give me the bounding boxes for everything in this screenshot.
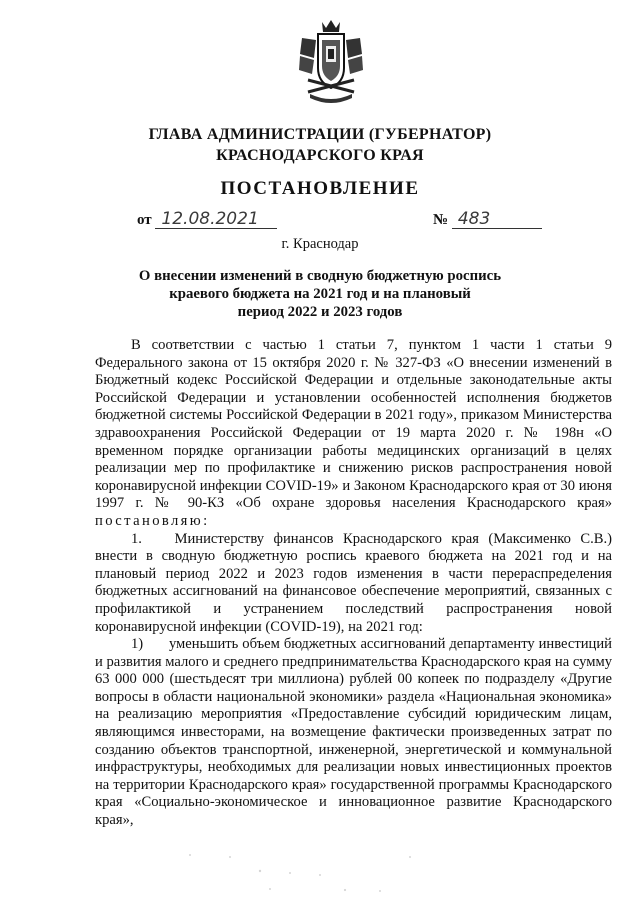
paragraph-subitem-1 [95,636,612,830]
date-handwritten: 12.08.2021 [155,210,277,229]
document-date [137,210,277,229]
title-line-2: краевого бюджета на 2021 год и на плановый [169,286,471,302]
paragraph-preamble [95,337,612,531]
city: г. Краснодар [281,236,359,252]
document-body [95,337,612,830]
document-type-heading: ПОСТАНОВЛЕНИЕ [220,178,420,199]
krasnodar-coat-of-arms-icon [296,18,366,106]
title-line-1: О внесении изменений в сводную бюджетную роспись [138,268,502,284]
preamble-text: В соответствии с частью 1 статьи 7, пунктом 1 части 1 статьи 9 Федерального закона от 15 октября 2020 г. № 327-ФЗ «О внесении изменений в Бюджетный кодекс Российской Федерации и отдельные законодательные акты Российской Федерации и установлении особенностей исполнения бюджетов бюджетной системы Российской Федерации в 2021 году», приказом Министерства здравоохранения Российской Федерации от 19 марта 2020 г. № 198н «О временном порядке организации работы медицинских организаций в целях реализации мер по профилактике и снижению рисков распространения новой коронавирусной инфекции COVID-19» и Законом Краснодарского края от 30 июня 1997 г. № 90-КЗ «Об охране здоровья населения Краснодарского края» [95,337,612,512]
paragraph-item-1 [95,531,612,637]
subitem-1-number: 1) [131,636,144,653]
number-handwritten: 483 [452,210,542,229]
subitem-1-text: уменьшить объем бюджетных ассигнований департаменту инвестиций и развития малого и среднего предпринимательства Краснодарского края на сумму 63 000 000 (шестьдесят три миллиона) рублей 00 копеек по подразделу «Другие вопросы в области национальной экономики» раздела «Национальная экономика» на реализацию мероприятия «Предоставление субсидий юридическим лицам, являющимся инвесторами, на возмещение фактически произведенных затрат по созданию объектов транспортной, инженерной, энергетической и коммунальной инфраструктуры, необходимых для реализации новых инвестиционных проектов на территории Краснодарского края» государственной программы Краснодарского края «Социально-экономическое и инновационное развитие Краснодарского края», [95,636,612,829]
item-1-text: Министерству финансов Краснодарского края (Максименко С.В.) внести в сводную бюджетную роспись краевого бюджета на 2021 год и на плановый период 2022 и 2023 годов изменения в части перераспределения бюджетных ассигнований на финансовое обеспечение мероприятий, связанных с профилактикой и устранением последствий распространения новой коронавирусной инфекции (COVID-19), на 2021 год: [95,530,612,635]
date-prefix: от [137,212,152,228]
header-line-1: ГЛАВА АДМИНИСТРАЦИИ (ГУБЕРНАТОР) [148,126,492,143]
item-1-number: 1. [131,530,142,547]
title-line-3: период 2022 и 2023 годов [237,304,403,320]
decree-word: постановляю: [95,512,210,529]
document-number [433,210,542,229]
number-prefix: № [433,212,449,228]
header-line-2: КРАСНОДАРСКОГО КРАЯ [216,147,424,164]
scan-artifact [170,845,470,900]
